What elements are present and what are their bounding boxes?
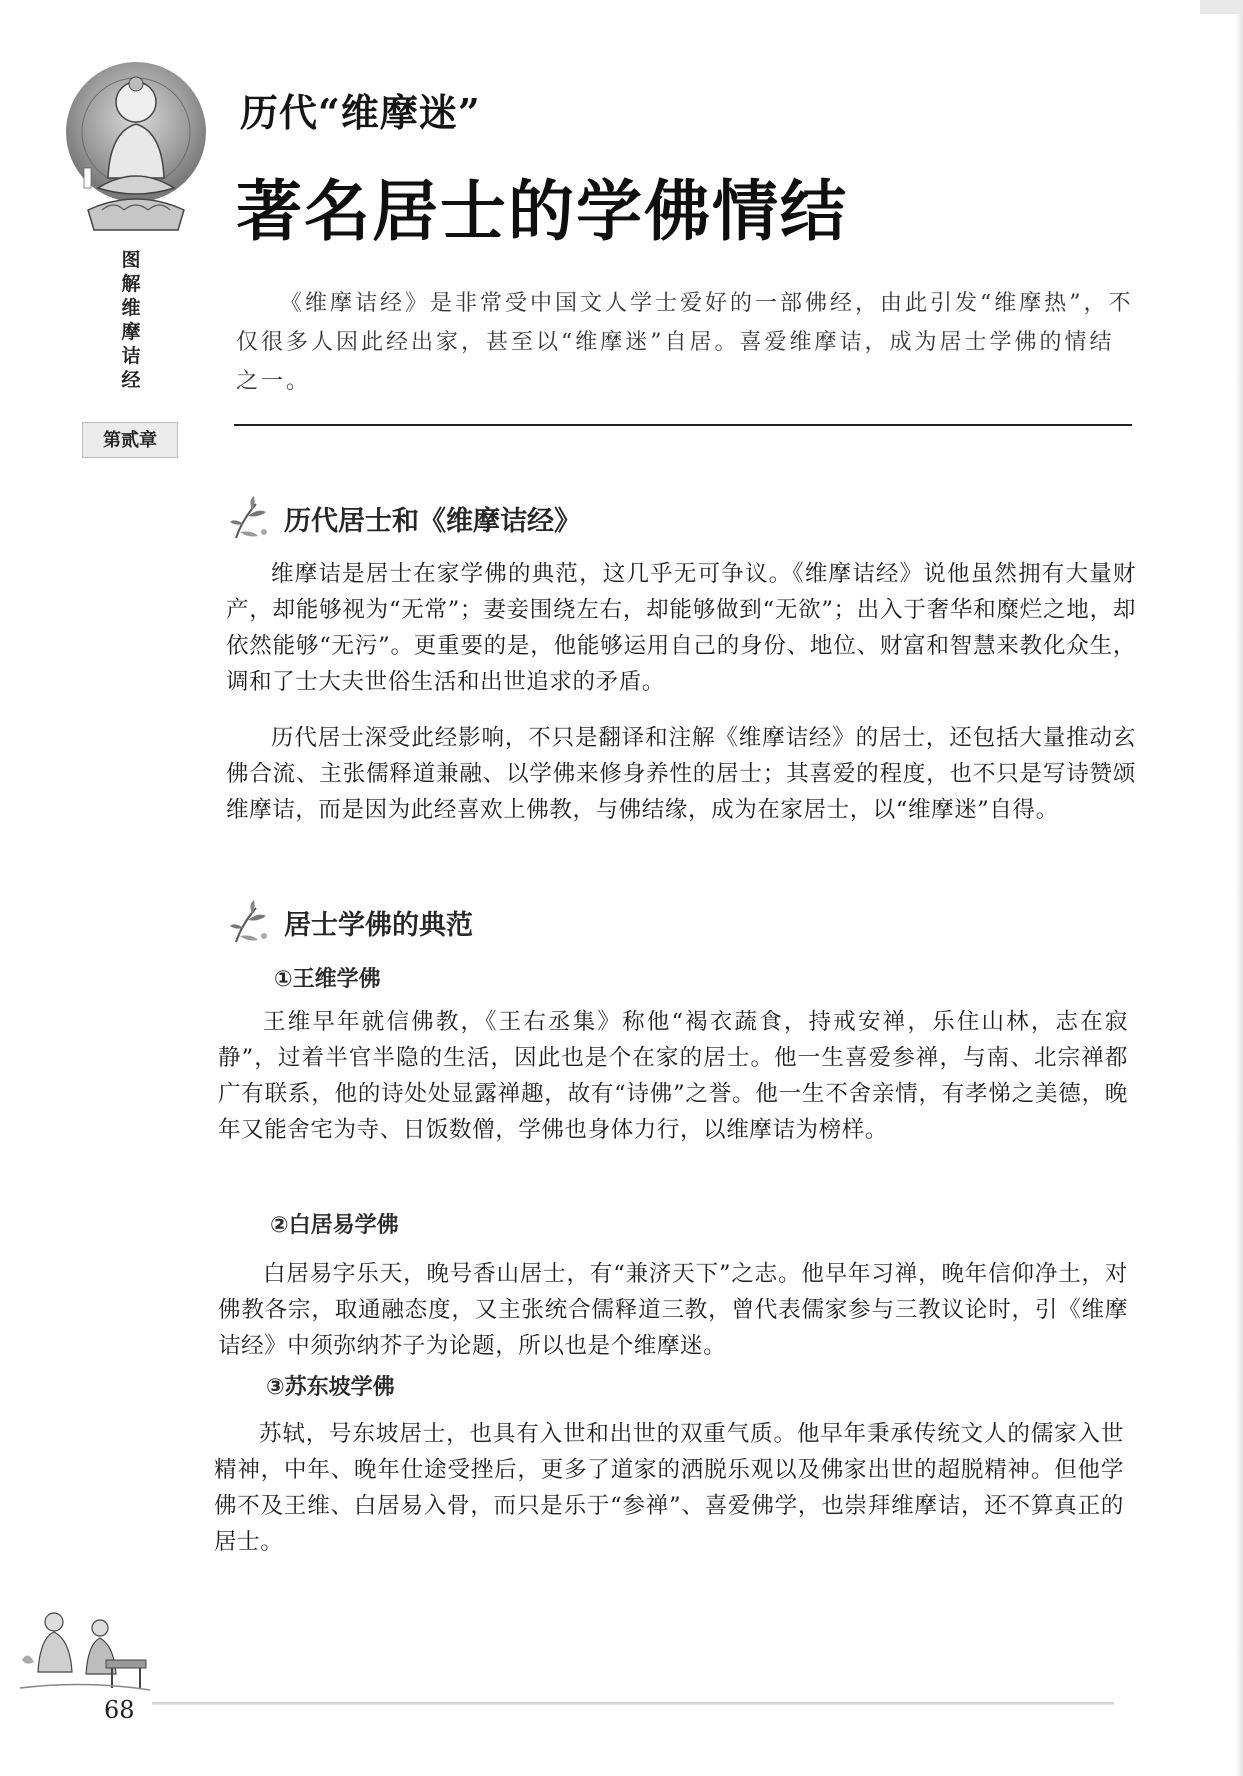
intro-paragraph: 《维摩诘经》是非常受中国文人学士爱好的一部佛经，由此引发“维摩热”，不仅很多人因此经出家，甚至以“维摩迷”自居。喜爱维摩诘，成为居士学佛的情结之一。 [236, 291, 1134, 394]
bamboo-icon [226, 898, 274, 946]
section-heading-text: 居士学佛的典范 [284, 909, 473, 941]
page-number: 68 [104, 1696, 135, 1724]
page-title: 著名居士的学佛情结 [236, 172, 848, 250]
sub-heading-bai-juyi: ②白居易学佛 [270, 1213, 399, 1238]
sub-heading-wang-wei: ①王维学佛 [274, 967, 381, 992]
body-paragraph: 维摩诘是居士在家学佛的典范，这几乎无可争议。《维摩诘经》说他虽然拥有大量财产，却能够视为“无常”；妻妾围绕左右，却能够做到“无欲”；出入于奢华和糜烂之地，却依然能够“无污”。更重要的是，他能够运用自己的身份、地位、财富和智慧来教化众生，调和了士大夫世俗生活和出世追求的矛盾。 [226, 561, 1136, 695]
book-title-char: 维 [121, 297, 141, 319]
book-title-char: 解 [121, 273, 141, 295]
book-title-char: 图 [121, 249, 141, 271]
scan-edge-right [1235, 0, 1243, 1776]
body-paragraph: 苏轼，号东坡居士，也具有入世和出世的双重气质。他早年秉承传统文人的儒家入世精神，中年、晚年仕途受挫后，更多了道家的洒脱乐观以及佛家出世的超脱精神。但他学佛不及王维、白居易入骨，而只是乐于“参禅”、喜爱佛学，也崇拜维摩诘，还不算真正的居士。 [214, 1421, 1124, 1555]
section-heading-exemplars [226, 898, 473, 946]
page-subtitle: 历代“维摩迷” [240, 90, 481, 135]
body-paragraph: 历代居士深受此经影响，不只是翻译和注解《维摩诘经》的居士，还包括大量推动玄佛合流、主张儒释道兼融、以学佛来修身养性的居士；其喜爱的程度，也不只是写诗赞颂维摩诘，而是因为此经喜欢上佛教，与佛结缘，成为在家居士，以“维摩迷”自得。 [226, 725, 1136, 823]
body-paragraph: 王维早年就信佛教，《王右丞集》称他“褐衣蔬食，持戒安禅，乐住山林，志在寂静”，过着半官半隐的生活，因此也是个在家的居士。他一生喜爱参禅，与南、北宗禅都广有联系，他的诗处处显露禅趣，故有“诗佛”之誉。他一生不舍亲情，有孝悌之美德，晚年又能舍宅为寺、日饭数僧，学佛也身体力行，以维摩诘为榜样。 [218, 1009, 1128, 1143]
body-paragraph: 白居易字乐天，晚号香山居士，有“兼济天下”之志。他早年习禅，晚年信仰净土，对佛教各宗，取通融态度，又主张统合儒释道三教，曾代表儒家参与三教议论时，引《维摩诘经》中须弥纳芥子为论题，所以也是个维摩迷。 [218, 1261, 1128, 1359]
book-title-char: 经 [121, 369, 141, 391]
scan-edge-top [1200, 0, 1243, 14]
section-heading-text: 历代居士和《维摩诘经》 [284, 505, 581, 537]
book-title-char: 诘 [121, 345, 141, 367]
footer-divider [152, 1702, 1114, 1705]
sub-heading-su-dongpo: ③苏东坡学佛 [266, 1375, 395, 1400]
bamboo-icon [226, 494, 274, 542]
scholars-illustration-icon [14, 1600, 154, 1700]
book-title-char: 摩 [121, 321, 141, 343]
chapter-tag: 第贰章 [82, 422, 178, 458]
intro-divider [234, 424, 1132, 426]
section-heading-history [226, 494, 581, 542]
book-title-vertical [118, 248, 144, 392]
buddha-figure-icon [58, 60, 214, 240]
